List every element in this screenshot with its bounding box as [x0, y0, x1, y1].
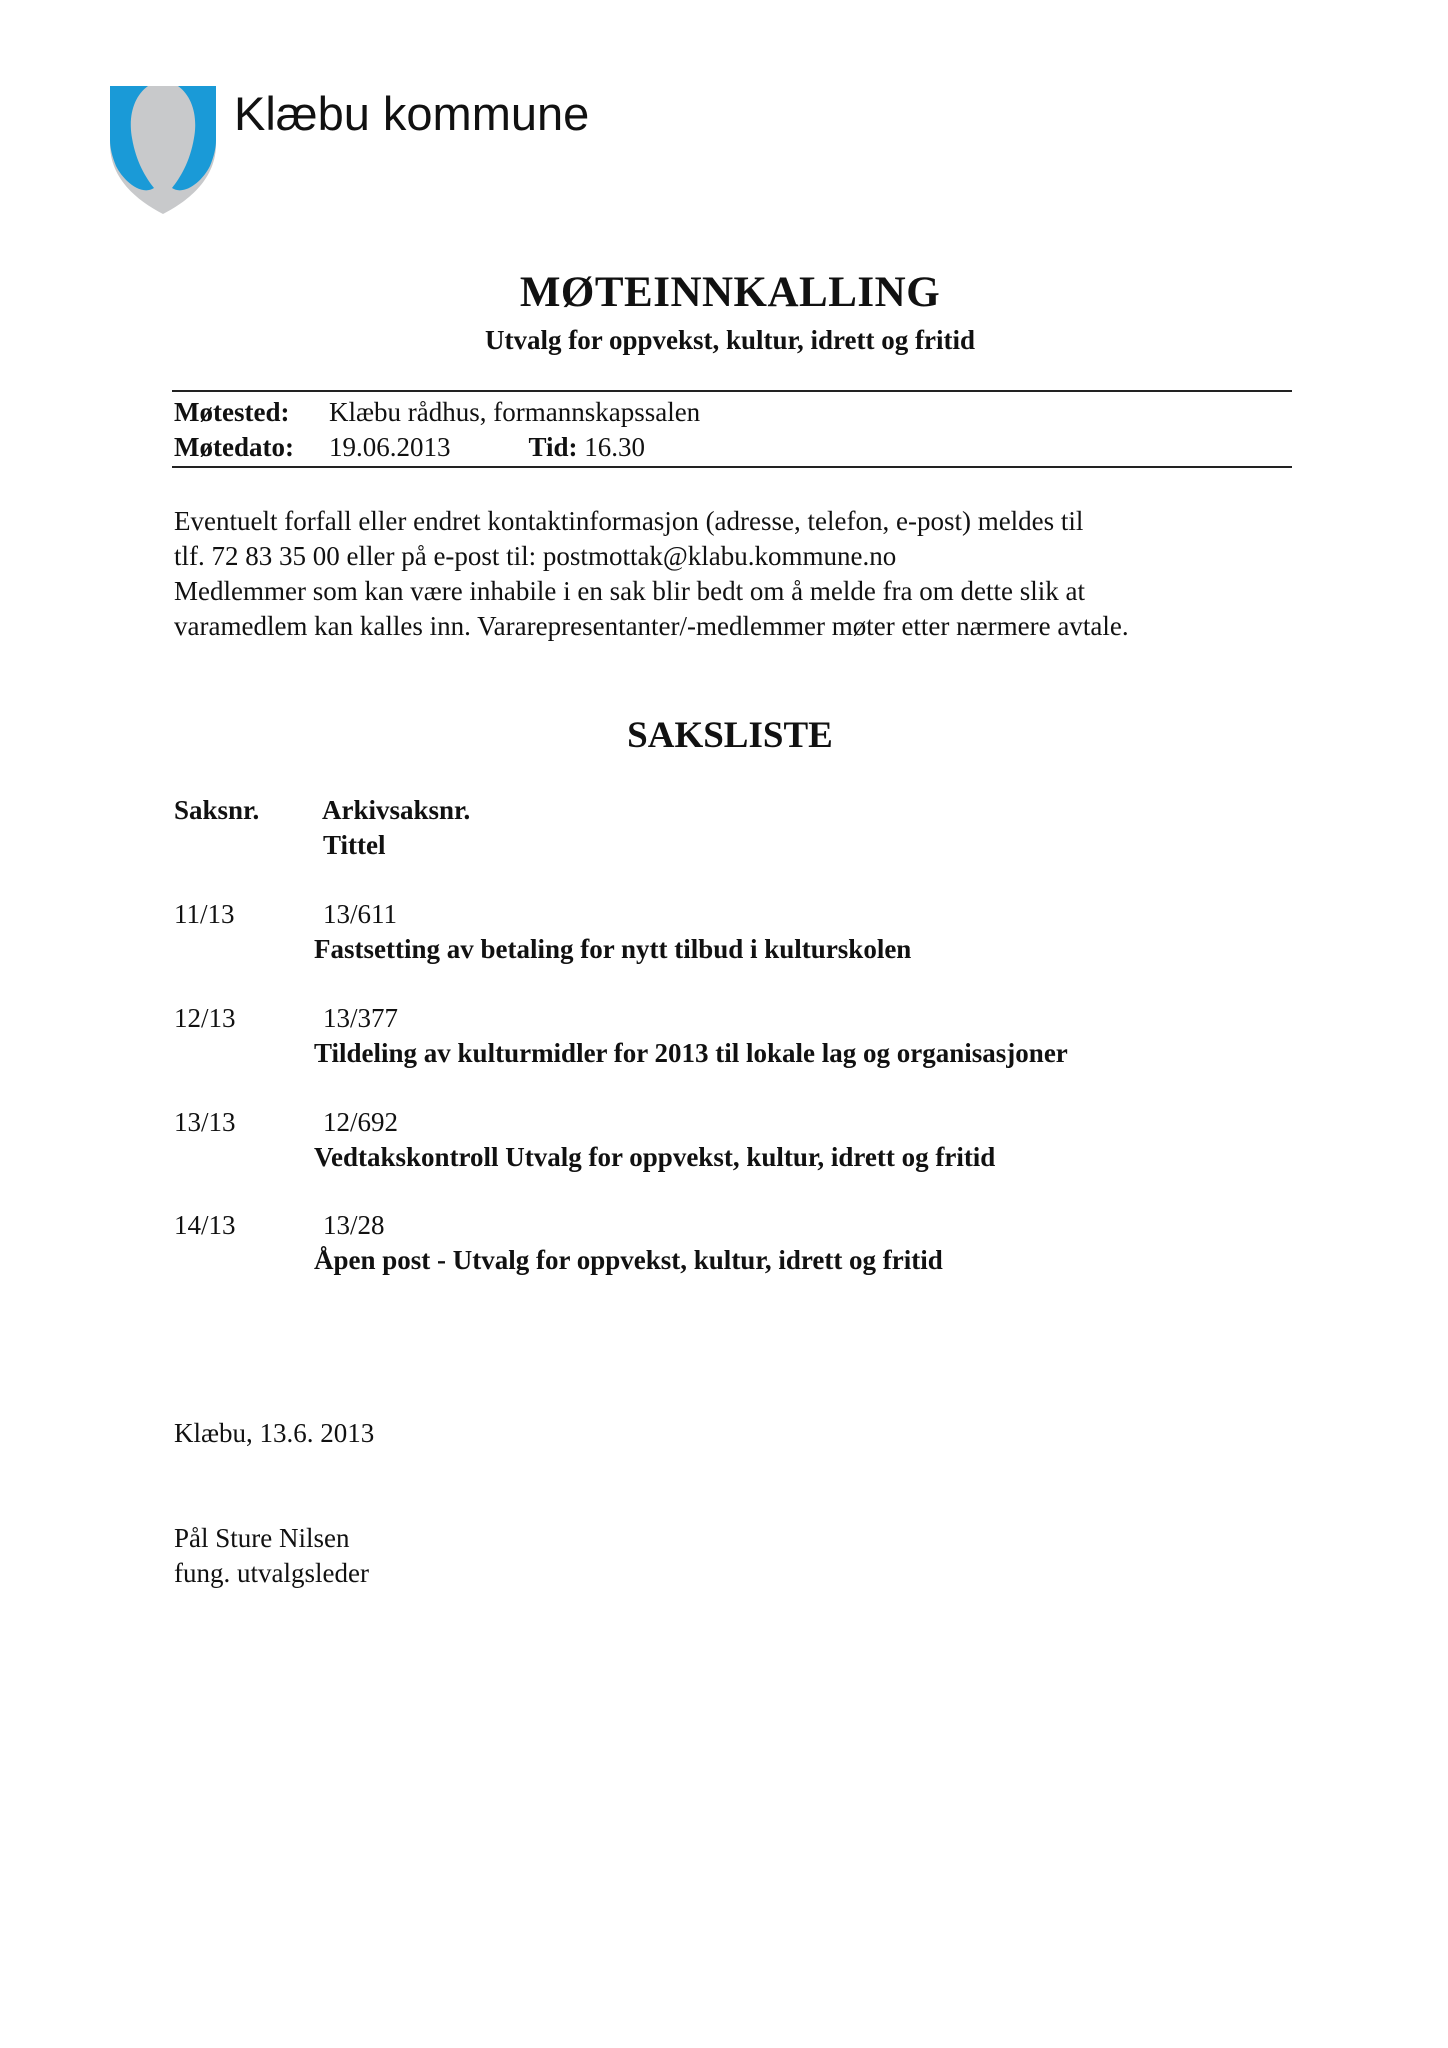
notice-line: varamedlem kan kalles inn. Vararepresentanter/-medlemmer møter etter nærmere avtale.	[174, 611, 1129, 641]
signing-place-date: Klæbu, 13.6. 2013	[174, 1418, 375, 1448]
agenda-item-title: Åpen post - Utvalg for oppvekst, kultur, idrett og fritid	[314, 1245, 943, 1275]
signer-role: fung. utvalgsleder	[174, 1558, 369, 1588]
notice-paragraph	[174, 504, 1304, 644]
column-header-arkivsaksnr: Arkivsaksnr.	[322, 795, 471, 825]
agenda-item-title: Tildeling av kulturmidler for 2013 til lokale lag og organisasjoner	[314, 1038, 1068, 1068]
agenda-item-saksnr: 14/13	[174, 1210, 236, 1240]
column-header-saksnr: Saksnr.	[174, 795, 260, 825]
notice-line: Eventuelt forfall eller endret kontaktinformasjon (adresse, telefon, e-post) meldes til	[174, 506, 1084, 536]
meeting-place-row	[174, 397, 700, 428]
meeting-date-row	[174, 432, 645, 463]
meeting-place-value: Klæbu rådhus, formannskapssalen	[329, 397, 701, 427]
agenda-item-saksnr: 13/13	[174, 1107, 236, 1137]
meeting-time-value: 16.30	[584, 432, 646, 462]
meeting-time-label: Tid:	[528, 432, 578, 462]
document-subtitle: Utvalg for oppvekst, kultur, idrett og fritid	[484, 325, 976, 355]
meeting-info-bottom-rule	[172, 466, 1292, 468]
agenda-item	[174, 1210, 1314, 1280]
notice-line: Medlemmer som kan være inhabile i en sak blir bedt om å melde fra om dette slik at	[174, 576, 1085, 606]
agenda-item-saksnr: 11/13	[174, 899, 235, 929]
agenda-item	[174, 1107, 1314, 1177]
notice-line: tlf. 72 83 35 00 eller på e-post til: postmottak@klabu.kommune.no	[174, 541, 897, 571]
document-title: MØTEINNKALLING	[519, 269, 941, 316]
meeting-info-top-rule	[172, 390, 1292, 392]
agenda-item-saksnr: 12/13	[174, 1003, 236, 1033]
agenda-title: SAKSLISTE	[627, 715, 833, 756]
agenda-item-arkivsaksnr: 13/611	[323, 899, 397, 929]
column-header-tittel: Tittel	[323, 830, 386, 860]
agenda-item-title: Fastsetting av betaling for nytt tilbud i kulturskolen	[314, 934, 912, 964]
klaebu-coat-of-arms-logo	[110, 86, 216, 214]
meeting-date-label: Møtedato:	[174, 432, 294, 462]
agenda-item	[174, 899, 1314, 969]
agenda-item-title: Vedtakskontroll Utvalg for oppvekst, kultur, idrett og fritid	[314, 1142, 996, 1172]
agenda-item-arkivsaksnr: 13/377	[323, 1003, 399, 1033]
agenda-item	[174, 1003, 1314, 1073]
agenda-item-arkivsaksnr: 12/692	[323, 1107, 399, 1137]
agenda-item-arkivsaksnr: 13/28	[323, 1210, 385, 1240]
meeting-date-value: 19.06.2013	[329, 432, 451, 462]
signer-name: Pål Sture Nilsen	[174, 1523, 350, 1553]
organization-name: Klæbu kommune	[234, 87, 590, 140]
meeting-place-label: Møtested:	[174, 397, 290, 427]
